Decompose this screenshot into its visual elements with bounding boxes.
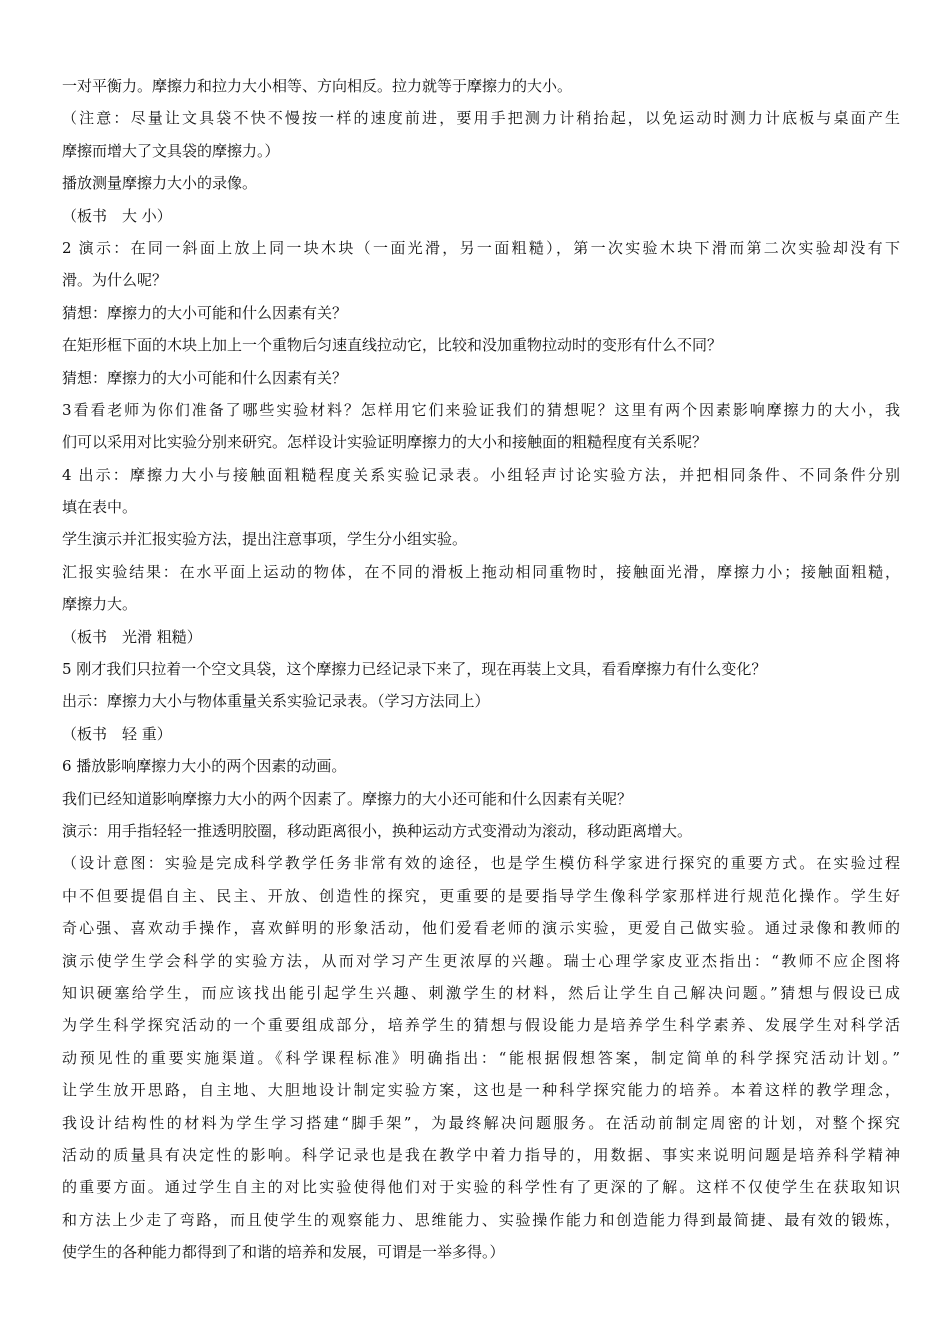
text-line: 汇报实验结果：在水平面上运动的物体，在不同的滑板上拖动相同重物时，接触面光滑，摩擦力小；接触面粗糙， — [62, 562, 900, 581]
text-line: 我们已经知道影响摩擦力大小的两个因素了。摩擦力的大小还可能和什么因素有关呢？ — [62, 789, 633, 808]
text-line: 在矩形框下面的木块上加上一个重物后匀速直线拉动它，比较和没加重物拉动时的变形有什么不同？ — [62, 336, 723, 355]
text-line: 使学生的各种能力都得到了和谐的培养和发展，可谓是一举多得。） — [62, 1243, 505, 1262]
text-line: 奇心强、喜欢动手操作，喜欢鲜明的形象活动，他们爱看老师的演示实验，更爱自己做实验。通过录像和教师的 — [62, 919, 900, 938]
text-line: 滑。为什么呢？ — [62, 271, 168, 290]
text-line: 我设计结构性的材料为学生学习搭建“脚手架”，为最终解决问题服务。在活动前制定周密的计划，对整个探究 — [62, 1113, 900, 1132]
text-line: 5 刚才我们只拉着一个空文具袋，这个摩擦力已经记录下来了，现在再装上文具，看看摩擦力有什么变化？ — [62, 660, 767, 679]
text-line: （板书 光滑 粗糙） — [62, 627, 202, 646]
text-line: 一对平衡力。摩擦力和拉力大小相等、方向相反。拉力就等于摩擦力的大小。 — [62, 77, 573, 95]
text-line: 2 演示：在同一斜面上放上同一块木块（一面光滑，另一面粗糙），第一次实验木块下滑而第二次实验却没有下 — [62, 238, 900, 257]
text-line: 4 出示：摩擦力大小与接触面粗糙程度关系实验记录表。小组轻声讨论实验方法，并把相同条件、不同条件分别 — [62, 465, 900, 484]
text-line: 们可以采用对比实验分别来研究。怎样设计实验证明摩擦力的大小和接触面的粗糙程度有关系呢？ — [62, 433, 708, 452]
text-line: 中不但要提倡自主、民主、开放、创造性的探究，更重要的是要指导学生像科学家那样进行规范化操作。学生好 — [62, 886, 900, 905]
text-line: 猜想：摩擦力的大小可能和什么因素有关？ — [62, 368, 348, 387]
text-line: 让学生放开思路，自主地、大胆地设计制定实验方案，这也是一种科学探究能力的培养。本着这样的教学理念， — [62, 1081, 900, 1100]
text-line: 播放测量摩擦力大小的录像。 — [62, 174, 258, 193]
text-line: 学生演示并汇报实验方法，提出注意事项，学生分小组实验。 — [62, 530, 468, 549]
text-line: 动预见性的重要实施渠道。《科学课程标准》明确指出：“能根据假想答案，制定简单的科学探究活动计划。” — [62, 1048, 900, 1067]
text-line: 6 播放影响摩擦力大小的两个因素的动画。 — [62, 757, 347, 776]
text-line: 猜想：摩擦力的大小可能和什么因素有关？ — [62, 303, 348, 322]
text-line: 摩擦力大。 — [62, 595, 138, 614]
text-line: （板书 大 小） — [62, 206, 172, 225]
text-line: 和方法上少走了弯路，而且使学生的观察能力、思维能力、实验操作能力和创造能力得到最简捷、最有效的锻炼， — [62, 1210, 900, 1229]
text-line: 演示使学生学会科学的实验方法，从而对学习产生更浓厚的兴趣。瑞士心理学家皮亚杰指出：“教师不应企图将 — [62, 951, 900, 970]
text-line: （设计意图：实验是完成科学教学任务非常有效的途径，也是学生模仿科学家进行探究的重要方式。在实验过程 — [62, 854, 900, 873]
text-line: 填在表中。 — [62, 498, 138, 517]
text-line: 知识硬塞给学生，而应该找出能引起学生兴趣、刺激学生的材料，然后让学生自己解决问题。”猜想与假设已成 — [62, 983, 900, 1002]
text-line: 演示：用手指轻轻一推透明胶圈，移动距离很小，换种运动方式变滑动为滚动，移动距离增大。 — [62, 821, 693, 840]
text-line: 活动的质量具有决定性的影响。科学记录也是我在教学中着力指导的，用数据、事实来说明问题是培养科学精神 — [62, 1145, 900, 1164]
text-line: 出示：摩擦力大小与物体重量关系实验记录表。（学习方法同上） — [62, 692, 490, 711]
text-line: 的重要方面。通过学生自主的对比实验使得他们对于实验的科学性有了更深的了解。这样不仅使学生在获取知识 — [62, 1178, 900, 1197]
document-body — [62, 70, 900, 1268]
text-line: （板书 轻 重） — [62, 724, 172, 743]
text-line: （注意：尽量让文具袋不快不慢按一样的速度前进，要用手把测力计稍抬起，以免运动时测力计底板与桌面产生 — [62, 109, 900, 128]
text-line: 摩擦而增大了文具袋的摩擦力。） — [62, 141, 280, 160]
text-line: 3看看老师为你们准备了哪些实验材料？怎样用它们来验证我们的猜想呢？这里有两个因素影响摩擦力的大小，我 — [62, 400, 900, 419]
text-line: 为学生科学探究活动的一个重要组成部分，培养学生的猜想与假设能力是培养学生科学素养、发展学生对科学活 — [62, 1016, 900, 1035]
